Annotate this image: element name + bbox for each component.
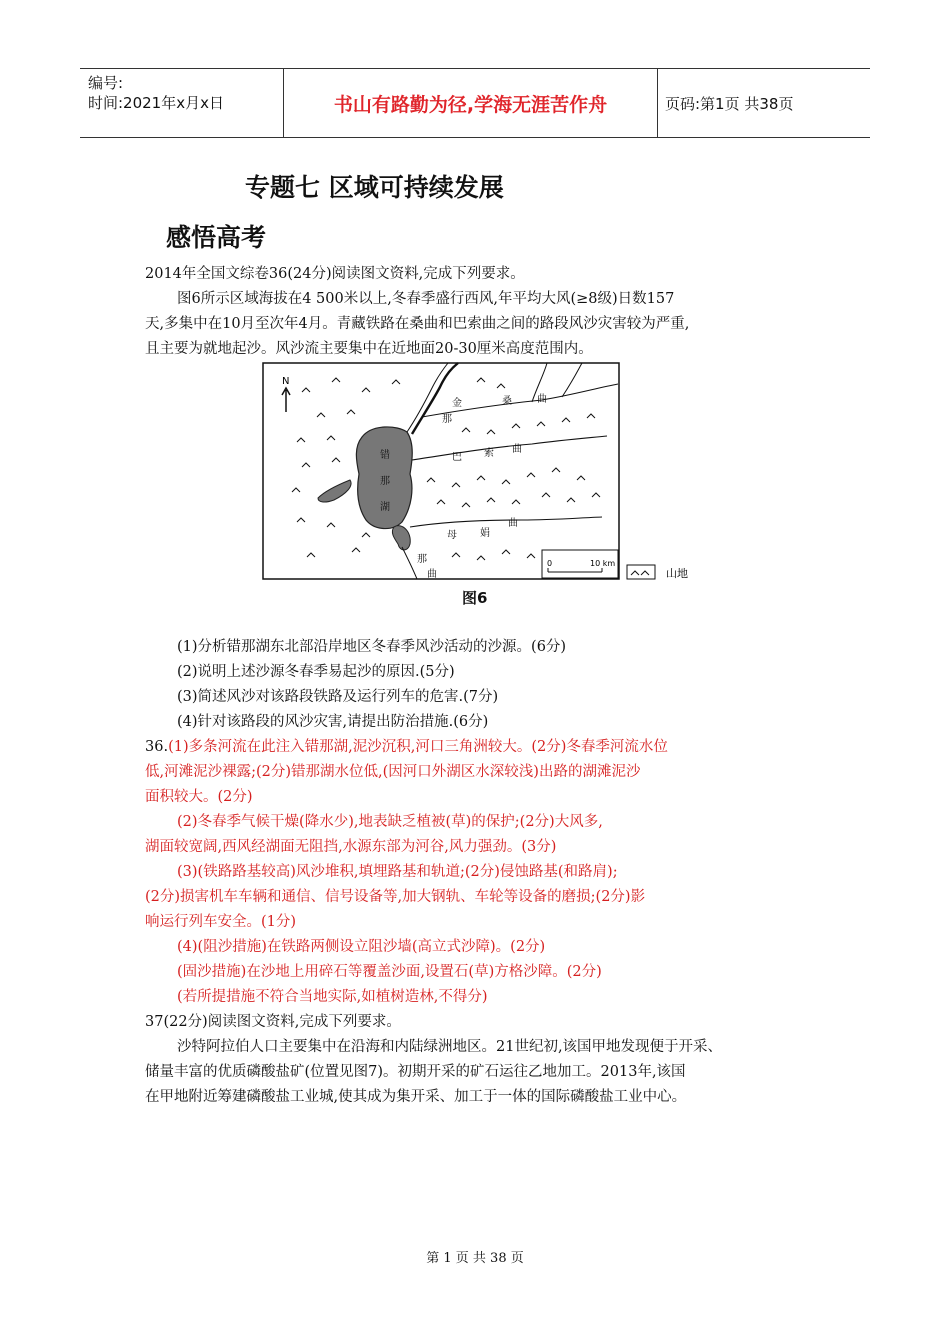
answer-line [145, 735, 668, 756]
page-info: 页码:第1页 共38页 [665, 94, 794, 113]
legend-label: 山地 [666, 567, 688, 580]
page-header [80, 68, 870, 138]
river-label: 索 [484, 448, 494, 459]
answer-line: (若所提措施不符合当地实际,如植树造林,不得分) [177, 989, 488, 1005]
river-label: 那 [417, 554, 427, 565]
number-label: 编号: [88, 74, 124, 92]
river-label: 母 [447, 530, 457, 541]
river-label: 曲 [537, 394, 547, 405]
river-label: 曲 [512, 444, 522, 455]
answer-line: (4)(阻沙措施)在铁路两侧设立阻沙墙(高立式沙障)。(2分) [177, 939, 546, 955]
q36-intro: 2014年全国文综卷36(24分)阅读图文资料,完成下列要求。 [145, 266, 525, 282]
answer-number: 36. [145, 739, 169, 755]
answer-line: 湖面较宽阔,西风经湖面无阻挡,水源东部为河谷,风力强劲。(3分) [145, 839, 557, 855]
lake-label: 那 [380, 476, 390, 487]
legend [626, 562, 696, 582]
answer-text: (1)多条河流在此注入错那湖,泥沙沉积,河口三角洲较大。(2分)冬春季河流水位 [168, 739, 668, 755]
north-label: N [282, 376, 290, 387]
header-meta [88, 73, 278, 113]
river-label: 巴 [452, 452, 462, 463]
answer-line: 低,河滩泥沙裸露;(2分)错那湖水位低,(因河口外湖区水深较浅)出路的湖滩泥沙 [145, 764, 641, 780]
river-label: 桑 [502, 396, 512, 407]
figure-6-map [262, 362, 622, 582]
scale-end: 10 km [590, 559, 616, 568]
answer-line: 面积较大。(2分) [145, 789, 253, 805]
answer-line: (2分)损害机车车辆和通信、信号设备等,加大钢轨、车轮等设备的磨损;(2分)影 [145, 889, 646, 905]
river-label: 曲 [508, 518, 518, 529]
river-label: 那 [442, 414, 452, 425]
answer-line: (2)冬春季气候干燥(降水少),地表缺乏植被(草)的保护;(2分)大风多, [177, 814, 603, 830]
time-label: 时间:2021年x月x日 [88, 94, 224, 112]
q37-material-line: 在甲地附近筹建磷酸盐工业城,使其成为集开采、加工于一体的国际磷酸盐工业中心。 [145, 1089, 687, 1105]
lake-label: 错 [380, 450, 390, 461]
q37-intro: 37(22分)阅读图文资料,完成下列要求。 [145, 1014, 401, 1030]
q36-material-line: 且主要为就地起沙。风沙流主要集中在近地面20-30厘米高度范围内。 [145, 341, 593, 357]
answer-line: (固沙措施)在沙地上用碎石等覆盖沙面,设置石(草)方格沙障。(2分) [177, 964, 602, 980]
river-label: 金 [452, 398, 462, 409]
q37-material-line: 储量丰富的优质磷酸盐矿(位置见图7)。初期开采的矿石运往乙地加工。2013年,该国 [145, 1064, 686, 1080]
question-3: (3)简述风沙对该路段铁路及运行列车的危害.(7分) [177, 689, 499, 705]
figure-caption: 图6 [462, 589, 488, 607]
motto: 书山有路勤为径,学海无涯苦作舟 [283, 69, 658, 137]
page-footer: 第 1 页 共 38 页 [426, 1251, 524, 1266]
river-label: 曲 [427, 569, 437, 580]
q36-material-line: 图6所示区域海拔在4 500米以上,冬春季盛行西风,年平均大风(≥8级)日数157 [177, 291, 675, 307]
answer-line: (3)(铁路路基较高)风沙堆积,填埋路基和轨道;(2分)侵蚀路基(和路肩); [177, 864, 618, 880]
question-4: (4)针对该路段的风沙灾害,请提出防治措施.(6分) [177, 714, 489, 730]
scale-zero: 0 [547, 559, 553, 568]
page-title: 专题七 区域可持续发展 [245, 173, 504, 202]
q36-material-line: 天,多集中在10月至次年4月。青藏铁路在桑曲和巴索曲之间的路段风沙灾害较为严重, [145, 316, 690, 332]
question-2: (2)说明上述沙源冬春季易起沙的原因.(5分) [177, 664, 455, 680]
q37-material-line: 沙特阿拉伯人口主要集中在沿海和内陆绿洲地区。21世纪初,该国甲地发现便于开采、 [177, 1039, 723, 1055]
section-subtitle: 感悟高考 [166, 223, 267, 252]
legend-swatch [627, 565, 655, 579]
answer-line: 响运行列车安全。(1分) [145, 914, 297, 930]
question-1: (1)分析错那湖东北部沿岸地区冬春季风沙活动的沙源。(6分) [177, 639, 567, 655]
lake-label: 湖 [380, 502, 390, 513]
river-label: 娟 [480, 528, 490, 539]
